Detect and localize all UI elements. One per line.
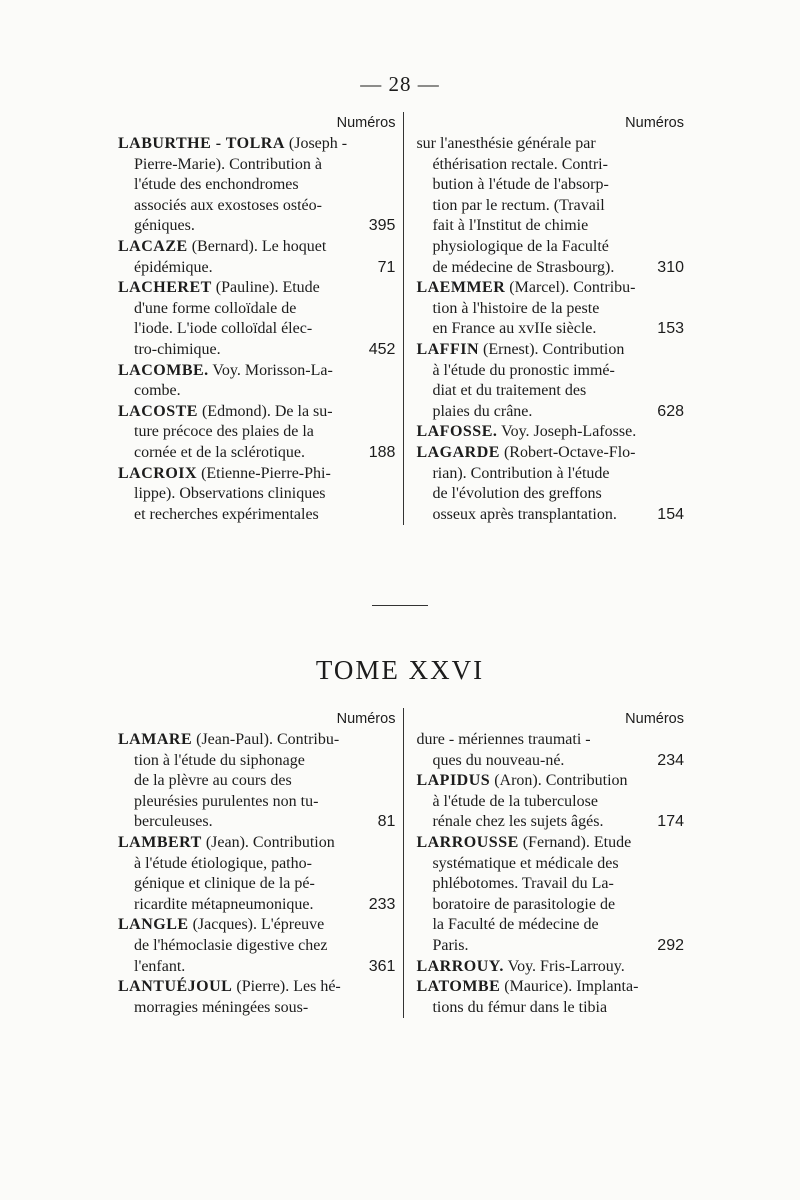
entry-number: 395 bbox=[368, 217, 396, 235]
entry-line-text: morragies méningées sous- bbox=[134, 998, 309, 1016]
entry-line bbox=[118, 237, 395, 258]
entry-text bbox=[134, 957, 185, 978]
author-name: LACOSTE bbox=[118, 402, 198, 420]
author-name: LARROUY. bbox=[416, 957, 504, 975]
entry-number: 154 bbox=[657, 505, 684, 523]
entry-text bbox=[134, 155, 322, 176]
entry-line-text: (Pauline). Etude bbox=[215, 279, 320, 297]
entry-list bbox=[416, 134, 684, 525]
entry-text bbox=[134, 340, 221, 361]
entry-line bbox=[416, 402, 684, 423]
entry-text bbox=[432, 237, 608, 258]
entry-line-text: à l'étude étiologique, patho- bbox=[134, 854, 312, 872]
entry-line-text: l'étude des enchondromes bbox=[134, 176, 299, 194]
entry-text bbox=[416, 730, 590, 751]
entry-line bbox=[118, 936, 395, 957]
entry-line bbox=[416, 998, 684, 1019]
author-name: LAMARE bbox=[118, 731, 193, 748]
entry-text bbox=[134, 771, 292, 792]
entry-line bbox=[416, 422, 684, 443]
entry-line-text: et recherches expérimentales bbox=[134, 505, 319, 523]
entry-line bbox=[118, 792, 395, 813]
tome-title: TOME XXVI bbox=[315, 655, 485, 685]
entry-line bbox=[416, 977, 684, 998]
entry-line-text: (Etienne-Pierre-Phi- bbox=[201, 464, 331, 482]
entry-text bbox=[118, 977, 341, 998]
page-number: — 28 — bbox=[360, 72, 440, 96]
section-divider bbox=[372, 605, 428, 606]
entry-line bbox=[118, 751, 395, 772]
entry-line-text: (Jean). Contribution bbox=[205, 833, 335, 851]
author-name: LAGARDE bbox=[416, 443, 500, 461]
entry-text bbox=[118, 237, 326, 258]
entry-text bbox=[416, 771, 627, 792]
entry-line bbox=[416, 505, 684, 526]
entry-text bbox=[134, 175, 299, 196]
entry-line-text: Voy. Fris-Larrouy. bbox=[507, 957, 625, 975]
entry-text bbox=[134, 443, 305, 464]
entry-text bbox=[432, 196, 604, 217]
entry-text bbox=[416, 977, 638, 998]
index-entry bbox=[416, 833, 684, 957]
entry-line-text: tion par le rectum. (Travail bbox=[432, 196, 605, 214]
entry-line bbox=[416, 237, 684, 258]
entry-line-text: dure - mériennes traumati - bbox=[416, 731, 591, 748]
entry-text bbox=[432, 155, 607, 176]
entry-number: 452 bbox=[368, 340, 396, 358]
index-entry bbox=[118, 237, 395, 278]
entry-line-text: (Ernest). Contribution bbox=[483, 340, 625, 358]
entry-text bbox=[134, 381, 181, 402]
entry-line bbox=[416, 196, 684, 217]
entry-text bbox=[416, 134, 595, 155]
entry-line bbox=[416, 854, 684, 875]
author-name: LABURTHE - TOLRA bbox=[118, 135, 285, 152]
entry-line-text: cornée et de la sclérotique. bbox=[134, 443, 306, 461]
entry-line bbox=[416, 484, 684, 505]
entry-text bbox=[432, 175, 608, 196]
entry-text bbox=[134, 484, 326, 505]
author-name: LAFOSSE. bbox=[416, 423, 498, 441]
entry-number: 153 bbox=[657, 320, 684, 338]
entry-line bbox=[118, 998, 395, 1019]
entry-line-text: en France au xvIIe siècle. bbox=[432, 320, 597, 338]
entry-line bbox=[118, 957, 395, 978]
entry-line-text: géniques. bbox=[134, 217, 195, 235]
entry-line bbox=[416, 299, 684, 320]
entry-number: 188 bbox=[368, 443, 396, 461]
entry-text bbox=[134, 751, 305, 772]
entry-line-text: (Aron). Contribution bbox=[494, 772, 628, 790]
entry-line bbox=[416, 258, 684, 279]
entry-line bbox=[416, 936, 684, 957]
entry-line-text: (Robert-Octave-Flo- bbox=[503, 443, 636, 461]
author-name: LAFFIN bbox=[416, 340, 480, 358]
entry-text bbox=[432, 998, 607, 1019]
entry-line-text: (Edmond). De la su- bbox=[201, 402, 333, 420]
entry-text bbox=[134, 258, 213, 279]
entry-list bbox=[118, 730, 395, 1018]
entry-line bbox=[118, 874, 395, 895]
entry-text bbox=[416, 422, 636, 443]
entry-line bbox=[416, 792, 684, 813]
index-column-right bbox=[404, 112, 684, 525]
index-entry bbox=[118, 134, 395, 237]
entry-line bbox=[416, 957, 684, 978]
entry-line-text: génique et clinique de la pé- bbox=[134, 875, 315, 893]
author-name: LAEMMER bbox=[416, 279, 506, 297]
index-column-left bbox=[118, 112, 404, 525]
entry-line bbox=[118, 895, 395, 916]
entry-line-text: tion à l'étude du siphonage bbox=[134, 751, 305, 769]
entry-line bbox=[118, 258, 395, 279]
entry-line-text: de médecine de Strasbourg). bbox=[432, 258, 615, 276]
entry-line-text: rian). Contribution à l'étude bbox=[432, 464, 610, 482]
entry-text bbox=[432, 792, 597, 813]
entry-text bbox=[432, 319, 596, 340]
entry-line bbox=[118, 340, 395, 361]
index-entry bbox=[416, 730, 684, 771]
entry-line-text: rénale chez les sujets âgés. bbox=[432, 813, 604, 831]
entry-number: 292 bbox=[657, 936, 684, 954]
entry-line bbox=[118, 484, 395, 505]
entry-text bbox=[134, 216, 195, 237]
entry-line-text: ques du nouveau-né. bbox=[432, 751, 565, 769]
index-entry bbox=[118, 361, 395, 402]
entry-line bbox=[118, 505, 395, 526]
entry-line bbox=[118, 319, 395, 340]
entry-text bbox=[134, 196, 322, 217]
entry-text bbox=[432, 381, 586, 402]
entry-text bbox=[416, 833, 631, 854]
entry-line-text: éthérisation rectale. Contri- bbox=[432, 155, 608, 173]
entry-line-text: phlébotomes. Travail du La- bbox=[432, 875, 614, 893]
entry-line-text: osseux après transplantation. bbox=[432, 505, 617, 523]
entry-number: 71 bbox=[377, 258, 396, 276]
entry-line-text: (Bernard). Le hoquet bbox=[191, 237, 327, 255]
entry-text bbox=[432, 299, 599, 320]
entry-text bbox=[416, 957, 624, 978]
entry-text bbox=[134, 792, 318, 813]
entry-line bbox=[118, 915, 395, 936]
entry-line bbox=[118, 771, 395, 792]
entry-number: 628 bbox=[657, 402, 684, 420]
entry-line-text: (Maurice). Implanta- bbox=[504, 978, 639, 996]
entry-line-text: lippe). Observations cliniques bbox=[134, 485, 326, 503]
entry-line-text: (Pierre). Les hé- bbox=[236, 978, 341, 996]
index-entry bbox=[416, 340, 684, 422]
entry-line bbox=[416, 771, 684, 792]
entry-text bbox=[416, 278, 635, 299]
index-entry bbox=[416, 771, 684, 833]
entry-text bbox=[134, 299, 296, 320]
index-entry bbox=[416, 278, 684, 340]
index-entry bbox=[416, 957, 684, 978]
entry-line bbox=[118, 443, 395, 464]
entry-text bbox=[134, 422, 314, 443]
entry-text bbox=[432, 936, 468, 957]
entry-line-text: (Jacques). L'épreuve bbox=[192, 916, 325, 934]
entry-line bbox=[118, 216, 395, 237]
entry-line-text: berculeuses. bbox=[134, 813, 213, 831]
entry-number: 361 bbox=[368, 957, 396, 975]
entry-line bbox=[118, 854, 395, 875]
entry-line-text: systématique et médicale des bbox=[432, 854, 619, 872]
numeros-header: Numéros bbox=[625, 711, 684, 727]
entry-text bbox=[118, 361, 333, 382]
entry-line-text: de l'évolution des greffons bbox=[432, 485, 602, 503]
index-entry bbox=[416, 443, 684, 525]
entry-text bbox=[432, 812, 603, 833]
entry-line-text: (Fernand). Etude bbox=[522, 833, 632, 851]
entry-text bbox=[416, 443, 635, 464]
entry-text bbox=[432, 854, 618, 875]
entry-line bbox=[416, 915, 684, 936]
index-entry bbox=[118, 464, 395, 526]
entry-line-text: combe. bbox=[134, 382, 181, 400]
entry-text bbox=[134, 874, 315, 895]
index-entry bbox=[416, 134, 684, 278]
entry-line-text: de l'hémoclasie digestive chez bbox=[134, 936, 328, 954]
entry-line-text: d'une forme colloïdale de bbox=[134, 299, 297, 317]
entry-line bbox=[416, 730, 684, 751]
entry-line-text: fait à l'Institut de chimie bbox=[432, 217, 589, 235]
entry-line-text: épidémique. bbox=[134, 258, 213, 276]
entry-line-text: à l'étude du pronostic immé- bbox=[432, 361, 615, 379]
entry-line bbox=[416, 381, 684, 402]
entry-text bbox=[134, 812, 213, 833]
entry-text bbox=[134, 998, 308, 1019]
entry-line-text: ture précoce des plaies de la bbox=[134, 423, 314, 441]
entry-line bbox=[118, 977, 395, 998]
entry-line-text: de la plèvre au cours des bbox=[134, 772, 292, 790]
entry-line-text: physiologique de la Faculté bbox=[432, 237, 609, 255]
entry-line-text: boratoire de parasitologie de bbox=[432, 895, 616, 913]
index-entry bbox=[416, 422, 684, 443]
entry-text bbox=[118, 402, 333, 423]
entry-text bbox=[432, 751, 564, 772]
index-block-bottom bbox=[118, 708, 684, 1018]
author-name: LANTUÉJOUL bbox=[118, 978, 233, 996]
entry-line-text: ricardite métapneumonique. bbox=[134, 895, 314, 913]
author-name: LACAZE bbox=[118, 237, 188, 255]
entry-line bbox=[416, 319, 684, 340]
entry-line-text: à l'étude de la tuberculose bbox=[432, 792, 598, 810]
entry-line bbox=[118, 730, 395, 751]
entry-line-text: la Faculté de médecine de bbox=[432, 916, 599, 934]
entry-line-text: tions du fémur dans le tibia bbox=[432, 998, 608, 1016]
entry-line-text: (Jean-Paul). Contribu- bbox=[196, 731, 340, 748]
entry-text bbox=[432, 895, 615, 916]
numeros-header: Numéros bbox=[336, 115, 396, 131]
entry-text bbox=[118, 464, 331, 485]
entry-text bbox=[134, 319, 312, 340]
entry-line bbox=[416, 340, 684, 361]
index-entry bbox=[118, 730, 395, 833]
entry-line-text: pleurésies purulentes non tu- bbox=[134, 792, 319, 810]
entry-line bbox=[118, 833, 395, 854]
entry-line-text: tion à l'histoire de la peste bbox=[432, 299, 600, 317]
entry-line bbox=[416, 833, 684, 854]
entry-line-text: Voy. Joseph-Lafosse. bbox=[501, 423, 637, 441]
entry-line bbox=[118, 402, 395, 423]
entry-line bbox=[416, 361, 684, 382]
entry-line-text: sur l'anesthésie générale par bbox=[416, 135, 596, 152]
entry-text bbox=[134, 854, 312, 875]
entry-line bbox=[416, 812, 684, 833]
index-column-left bbox=[118, 708, 404, 1018]
index-entry bbox=[416, 977, 684, 1018]
entry-line-text: associés aux exostoses ostéo- bbox=[134, 196, 322, 214]
entry-line bbox=[118, 134, 395, 155]
entry-line bbox=[416, 155, 684, 176]
entry-line-text: l'iode. L'iode colloïdal élec- bbox=[134, 320, 313, 338]
entry-line bbox=[416, 464, 684, 485]
numeros-header: Numéros bbox=[625, 115, 684, 131]
entry-line bbox=[118, 422, 395, 443]
author-name: LAPIDUS bbox=[416, 772, 491, 790]
entry-text bbox=[134, 895, 313, 916]
entry-text bbox=[134, 505, 319, 526]
entry-text bbox=[432, 216, 588, 237]
entry-line bbox=[416, 443, 684, 464]
entry-line bbox=[118, 196, 395, 217]
entry-number: 234 bbox=[657, 751, 684, 769]
entry-text bbox=[432, 361, 614, 382]
entry-line bbox=[416, 216, 684, 237]
entry-text bbox=[432, 505, 616, 526]
entry-line bbox=[118, 464, 395, 485]
entry-text bbox=[432, 258, 614, 279]
entry-line bbox=[118, 812, 395, 833]
entry-text bbox=[432, 915, 598, 936]
entry-line-text: tro-chimique. bbox=[134, 340, 221, 358]
entry-line bbox=[416, 895, 684, 916]
entry-line-text: plaies du crâne. bbox=[432, 402, 533, 420]
entry-line bbox=[118, 299, 395, 320]
author-name: LACHERET bbox=[118, 279, 212, 297]
entry-line bbox=[416, 175, 684, 196]
numeros-header: Numéros bbox=[336, 711, 396, 727]
author-name: LAMBERT bbox=[118, 833, 202, 851]
author-name: LATOMBE bbox=[416, 978, 501, 996]
entry-text bbox=[432, 402, 532, 423]
author-name: LACOMBE. bbox=[118, 361, 209, 379]
entry-list bbox=[416, 730, 684, 1018]
entry-line-text: l'enfant. bbox=[134, 957, 186, 975]
entry-text bbox=[432, 874, 613, 895]
index-column-right bbox=[404, 708, 684, 1018]
entry-text bbox=[432, 464, 609, 485]
index-entry bbox=[118, 402, 395, 464]
entry-line-text: Voy. Morisson-La- bbox=[212, 361, 333, 379]
index-entry bbox=[118, 915, 395, 977]
entry-text bbox=[416, 340, 624, 361]
index-entry bbox=[118, 278, 395, 360]
index-entry bbox=[118, 977, 395, 1018]
entry-text bbox=[118, 915, 324, 936]
entry-line bbox=[118, 381, 395, 402]
entry-number: 310 bbox=[657, 258, 684, 276]
index-block-top bbox=[118, 112, 684, 525]
entry-line-text: Paris. bbox=[432, 936, 469, 954]
entry-line bbox=[118, 155, 395, 176]
author-name: LANGLE bbox=[118, 916, 189, 934]
entry-line-text: Pierre-Marie). Contribution à bbox=[134, 155, 322, 173]
entry-text bbox=[134, 936, 327, 957]
entry-line bbox=[118, 361, 395, 382]
entry-number: 81 bbox=[377, 813, 396, 831]
entry-line bbox=[416, 751, 684, 772]
entry-line-text: (Marcel). Contribu- bbox=[509, 279, 636, 297]
entry-line bbox=[118, 278, 395, 299]
entry-text bbox=[118, 278, 320, 299]
author-name: LARROUSSE bbox=[416, 833, 519, 851]
entry-line bbox=[416, 278, 684, 299]
entry-line-text: diat et du traitement des bbox=[432, 382, 587, 400]
entry-line bbox=[416, 874, 684, 895]
entry-text bbox=[118, 833, 335, 854]
entry-text bbox=[118, 730, 339, 751]
entry-list bbox=[118, 134, 395, 525]
entry-number: 174 bbox=[657, 813, 684, 831]
entry-line-text: (Joseph - bbox=[288, 135, 348, 152]
author-name: LACROIX bbox=[118, 464, 198, 482]
index-entry bbox=[118, 833, 395, 915]
entry-line-text: bution à l'étude de l'absorp- bbox=[432, 176, 609, 194]
entry-text bbox=[118, 134, 347, 155]
entry-line bbox=[416, 134, 684, 155]
entry-line bbox=[118, 175, 395, 196]
entry-text bbox=[432, 484, 601, 505]
entry-number: 233 bbox=[368, 895, 396, 913]
